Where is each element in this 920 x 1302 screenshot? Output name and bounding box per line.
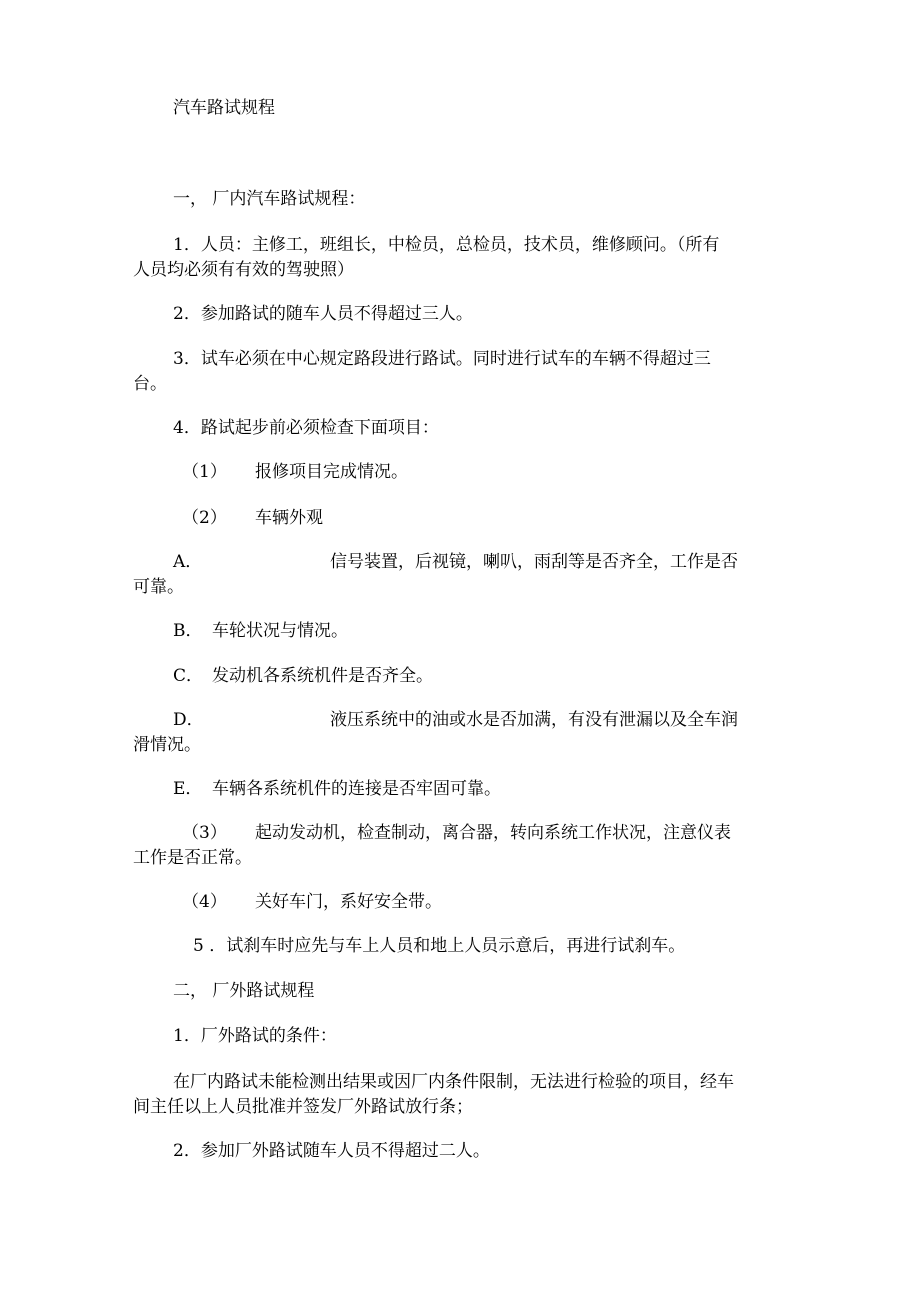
s1-item4: 4．路试起步前必须检查下面项目： [173, 418, 439, 438]
sub1-text: 报修项目完成情况。 [255, 462, 408, 482]
s2-item2: 2．参加厂外路试随车人员不得超过二人。 [173, 1141, 490, 1161]
item-b-text: 车轮状况与情况。 [212, 621, 348, 641]
sub4-text: 关好车门，系好安全带。 [255, 892, 442, 912]
s1-item1-line2: 人员均必须有有效的驾驶照） [133, 260, 354, 280]
section2-heading: 二， 厂外路试规程 [173, 981, 315, 1001]
item-e-text: 车辆各系统机件的连接是否牢固可靠。 [212, 779, 501, 799]
s1-item1-line1: 1．人员：主修工，班组长，中检员，总检员，技术员，维修顾问。（所有 [173, 235, 720, 255]
item-a-line2: 可靠。 [133, 577, 184, 597]
s1-item3-line1: 3．试车必须在中心规定路段进行路试。同时进行试车的车辆不得超过三 [173, 349, 711, 369]
item-e-marker: E． [173, 779, 203, 799]
sub3-line2: 工作是否正常。 [133, 848, 252, 868]
sub3-marker: （3） [182, 823, 227, 843]
item-a-line1: 信号装置，后视镜，喇叭，雨刮等是否齐全，工作是否 [330, 552, 738, 572]
sub2-text: 车辆外观 [255, 508, 323, 528]
s2-para-line1: 在厂内路试未能检测出结果或因厂内条件限制，无法进行检验的项目，经车 [173, 1072, 734, 1092]
section1-heading: 一， 厂内汽车路试规程： [173, 189, 366, 209]
s2-item1: 1．厂外路试的条件： [173, 1026, 337, 1046]
sub4-marker: （4） [182, 892, 227, 912]
s1-item3-line2: 台。 [133, 374, 167, 394]
item-d-line1: 液压系统中的油或水是否加满，有没有泄漏以及全车润 [330, 710, 738, 730]
s1-item5: 5 ．试刹车时应先与车上人员和地上人员示意后，再进行试刹车。 [193, 936, 686, 956]
item-d-line2: 滑情况。 [133, 735, 201, 755]
s2-para-line2: 间主任以上人员批准并签发厂外路试放行条； [133, 1097, 473, 1117]
item-b-marker: B． [173, 621, 203, 641]
sub2-marker: （2） [182, 508, 227, 528]
item-c-marker: C． [173, 666, 204, 686]
s1-item2: 2．参加路试的随车人员不得超过三人。 [173, 304, 473, 324]
sub1-marker: （1） [182, 462, 227, 482]
sub3-line1: 起动发动机，检查制动，离合器，转向系统工作状况，注意仪表 [255, 823, 731, 843]
item-c-text: 发动机各系统机件是否齐全。 [212, 666, 433, 686]
document-title: 汽车路试规程 [173, 98, 275, 118]
item-a-marker: A． [173, 552, 203, 572]
item-d-marker: D． [173, 710, 204, 730]
